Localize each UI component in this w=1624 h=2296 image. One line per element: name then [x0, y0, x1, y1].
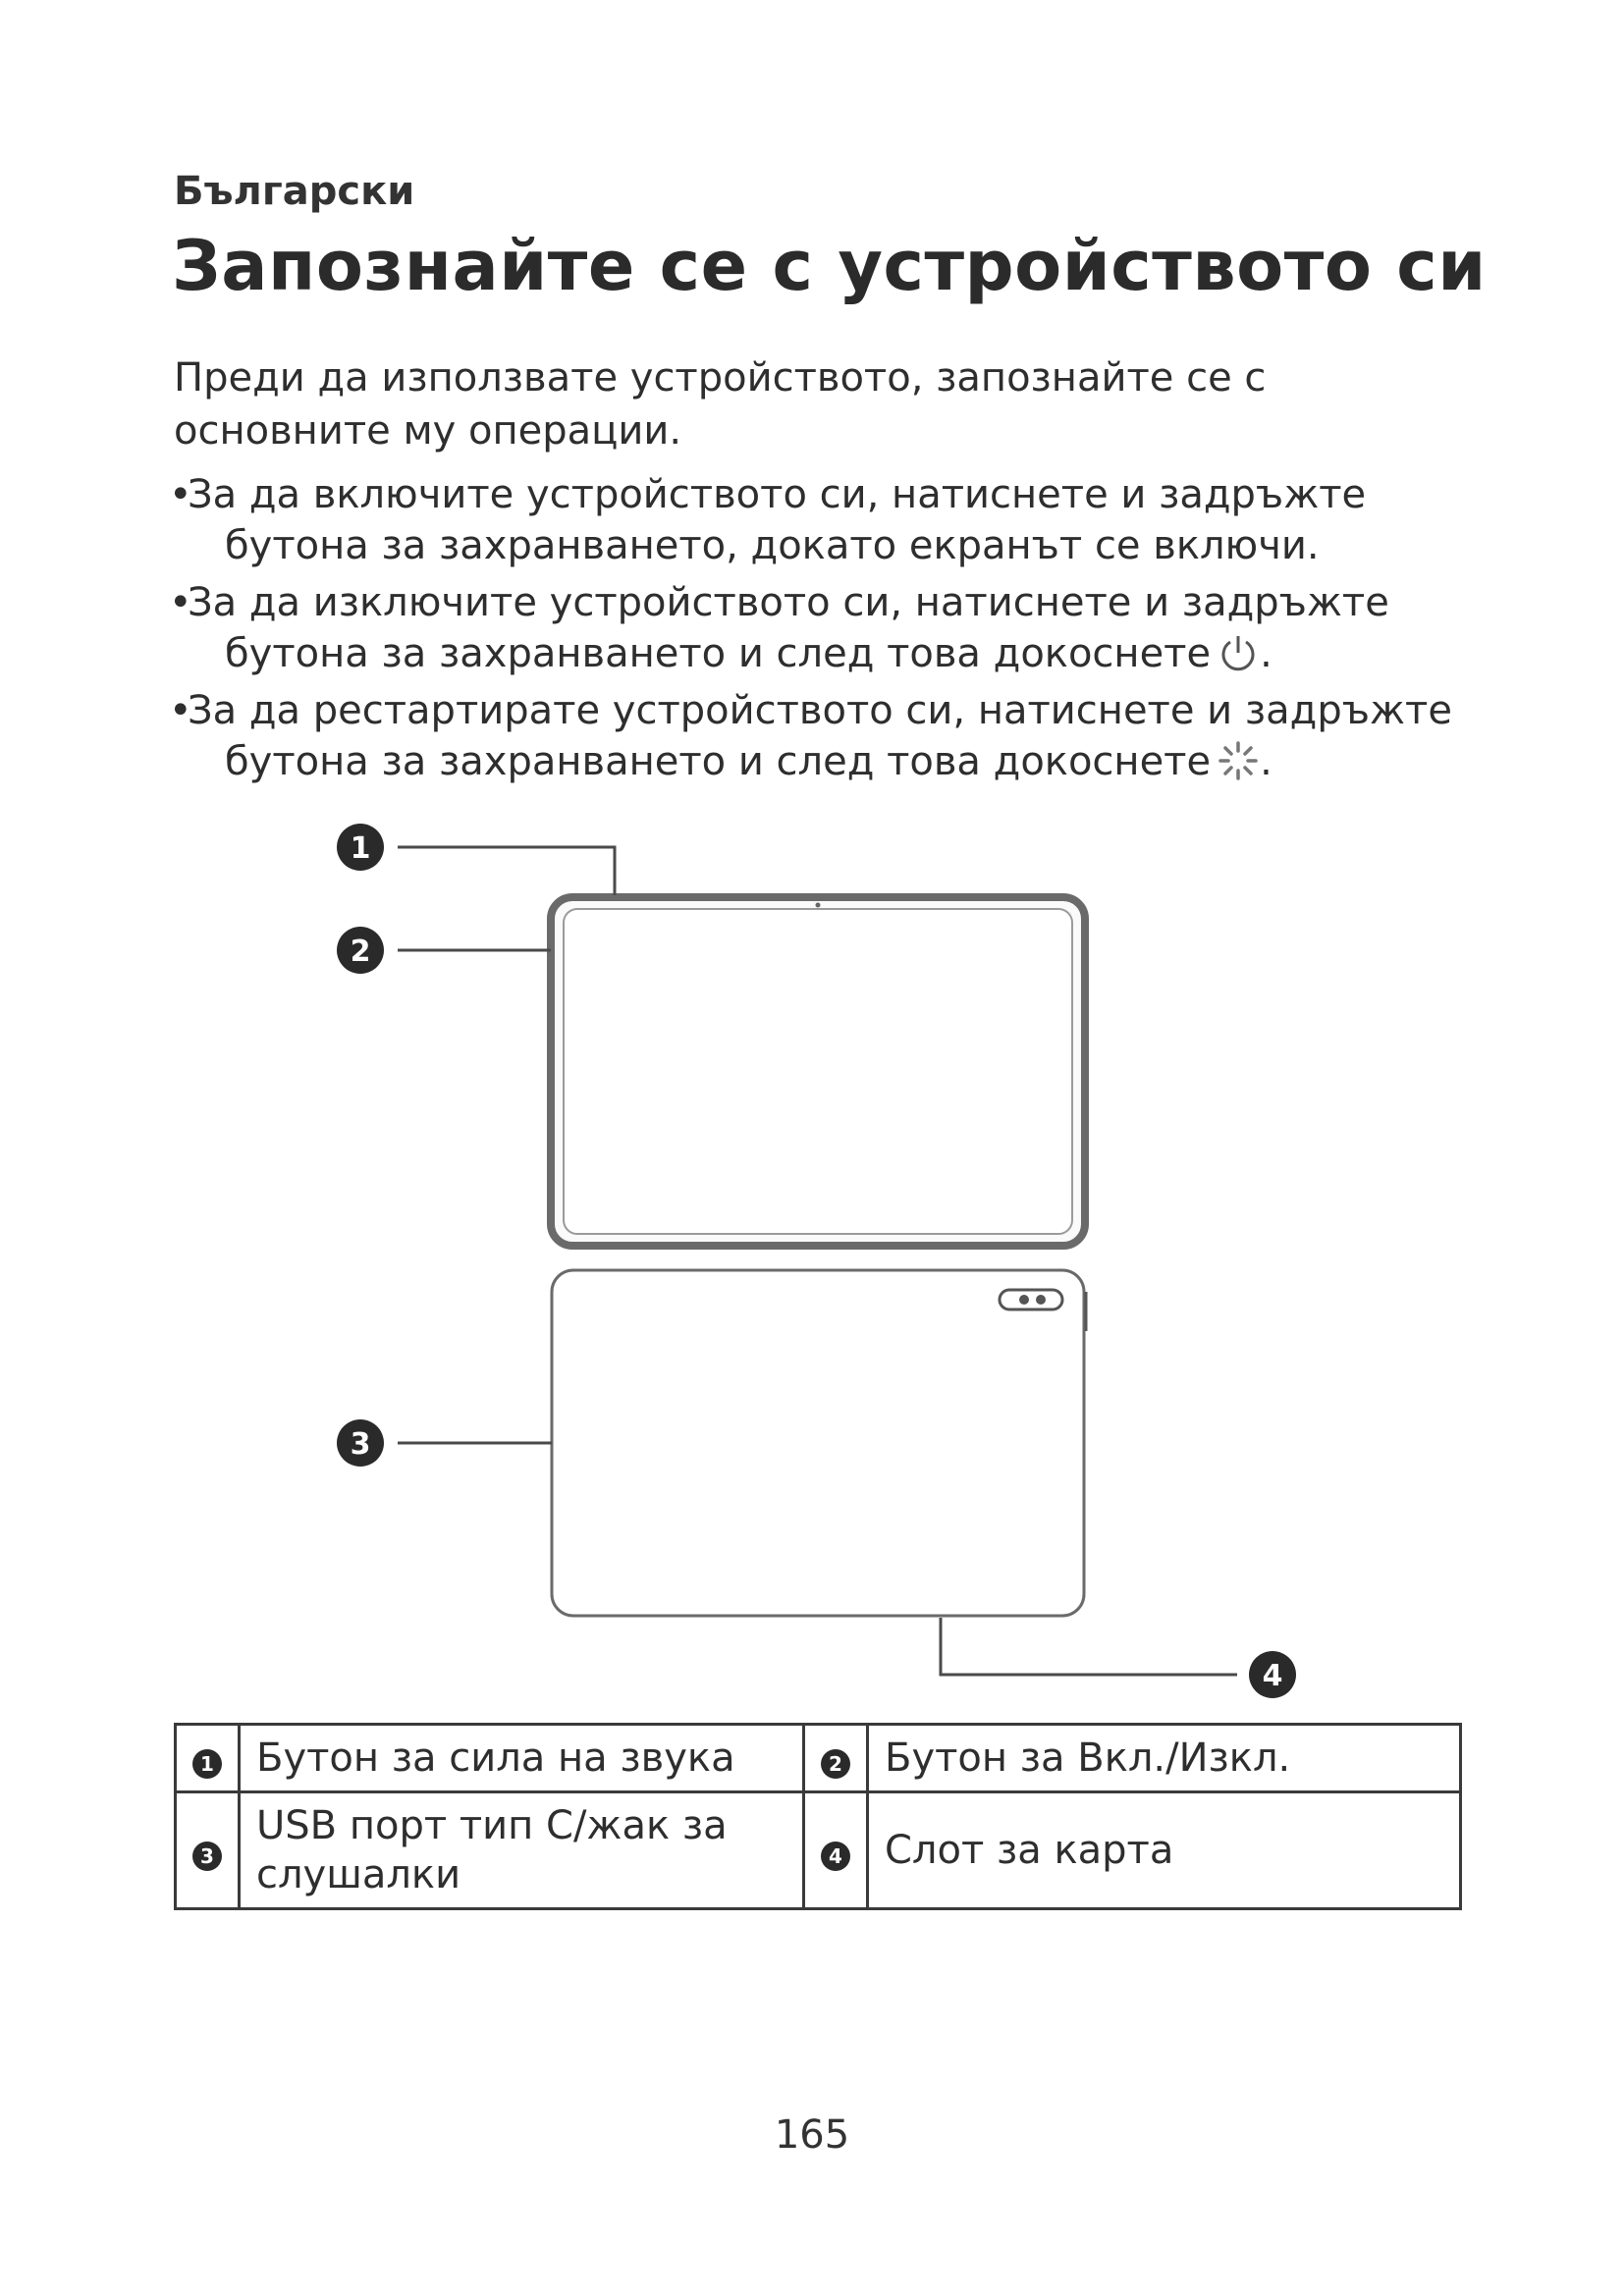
- legend-table: [174, 1723, 1462, 1910]
- front-view: [551, 897, 1085, 1246]
- legend-label: Бутон за сила на звука: [240, 1725, 804, 1792]
- bullet-marker: •: [169, 688, 192, 733]
- intro-paragraph: Преди да използвате устройството, запознайте се с основните му операции.: [174, 355, 1267, 454]
- bullet-lead-text: За да включите устройството си, натиснете и задръжте: [188, 472, 1367, 517]
- legend-badge: 1: [192, 1749, 222, 1779]
- rear-camera-module: [1000, 1290, 1062, 1309]
- callout-number: 4: [1262, 1659, 1283, 1693]
- bullet-end-text: .: [1260, 739, 1272, 784]
- legend-badge: 4: [821, 1842, 850, 1871]
- legend-label: USB порт тип C/жак за слушалки: [240, 1792, 804, 1909]
- bullet-rest-text: бутона за захранването, докато екранът се включи.: [225, 523, 1320, 568]
- legend-label: Слот за карта: [868, 1792, 1461, 1909]
- callout-badge-4: [1249, 1651, 1296, 1698]
- front-camera: [816, 903, 821, 908]
- callout-number: 2: [350, 934, 371, 969]
- bullet-lead-text: За да изключите устройството си, натиснете и задръжте: [188, 580, 1389, 625]
- page-title: Запознайте се с устройството си: [172, 226, 1487, 306]
- bullet-marker: •: [169, 472, 192, 517]
- bullet-lead-text: За да рестартирате устройството си, натиснете и задръжте: [188, 688, 1452, 733]
- table-row: [176, 1792, 1461, 1909]
- back-view: [552, 1270, 1086, 1616]
- bullet-marker: •: [169, 580, 192, 625]
- bullet-rest-text: бутона за захранването и след това докоснете: [225, 631, 1212, 676]
- callout-number: 1: [350, 831, 371, 866]
- table-row: [176, 1725, 1461, 1792]
- legend-label: Бутон за Вкл./Изкл.: [868, 1725, 1461, 1792]
- page-number: 165: [774, 2112, 850, 2158]
- bullet-rest-text: бутона за захранването и след това докоснете: [225, 739, 1212, 784]
- legend-badge: 2: [821, 1749, 850, 1779]
- callout-badge-1: [337, 824, 384, 871]
- bullet-end-text: .: [1260, 631, 1272, 676]
- language-heading: Български: [174, 169, 415, 214]
- legend-badge: 3: [192, 1842, 222, 1871]
- callout-badge-3: [337, 1419, 384, 1467]
- callout-badge-2: [337, 927, 384, 974]
- callout-number: 3: [350, 1427, 371, 1462]
